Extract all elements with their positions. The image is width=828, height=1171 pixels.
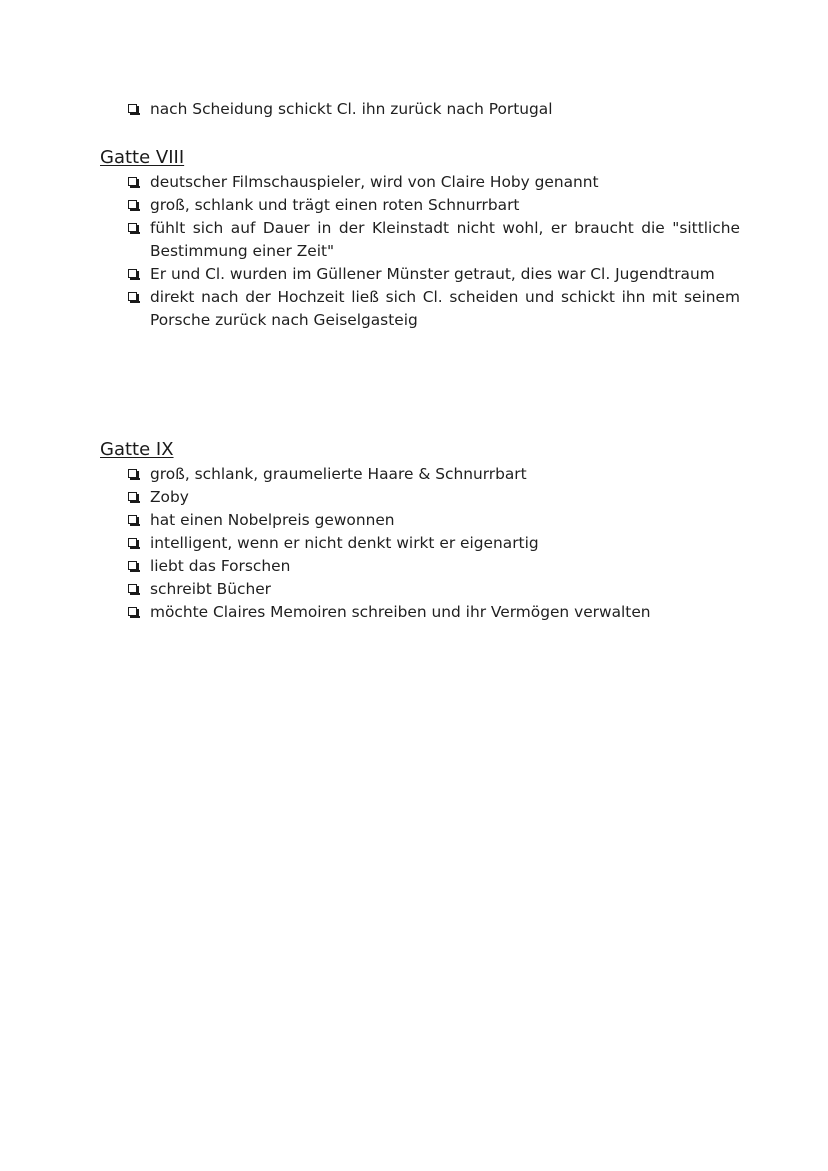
checklist-item xyxy=(128,171,740,194)
checkbox-bullet-icon xyxy=(128,515,137,524)
checklist-item-text: möchte Claires Memoiren schreiben und ihr Vermögen verwalten xyxy=(150,603,651,621)
checklist-item xyxy=(128,555,740,578)
checklist-item xyxy=(128,98,740,121)
checklist-item xyxy=(128,263,740,286)
checkbox-bullet-icon xyxy=(128,104,137,113)
checklist-item-text: Zoby xyxy=(150,488,189,506)
checklist-item xyxy=(128,194,740,217)
checklist-item-text: nach Scheidung schickt Cl. ihn zurück nach Portugal xyxy=(150,100,553,118)
checklist-item xyxy=(128,509,740,532)
checklist-item-text: fühlt sich auf Dauer in der Kleinstadt nicht wohl, er braucht die "sittliche Bestimmung einer Zeit" xyxy=(150,219,740,260)
checkbox-bullet-icon xyxy=(128,223,137,232)
section-heading: Gatte IX xyxy=(100,439,174,460)
checklist-item-text: intelligent, wenn er nicht denkt wirkt er eigenartig xyxy=(150,534,539,552)
checkbox-bullet-icon xyxy=(128,269,137,278)
checklist-item xyxy=(128,463,740,486)
checklist-item xyxy=(128,532,740,555)
checklist-item-text: Er und Cl. wurden im Güllener Münster getraut, dies war Cl. Jugendtraum xyxy=(150,265,715,283)
section-heading: Gatte VIII xyxy=(100,147,185,168)
checklist-item-text: deutscher Filmschauspieler, wird von Claire Hoby genannt xyxy=(150,173,599,191)
checklist-item-text: liebt das Forschen xyxy=(150,557,291,575)
checklist-item-text: schreibt Bücher xyxy=(150,580,271,598)
gatte-viii-section xyxy=(100,147,740,332)
continued-checklist xyxy=(100,98,740,121)
checkbox-bullet-icon xyxy=(128,561,137,570)
checklist-item xyxy=(128,601,740,624)
gatte-viii-checklist xyxy=(100,171,740,332)
checkbox-bullet-icon xyxy=(128,469,137,478)
gatte-ix-section xyxy=(100,439,740,624)
checklist-item xyxy=(128,486,740,509)
checklist-item xyxy=(128,578,740,601)
checkbox-bullet-icon xyxy=(128,584,137,593)
gatte-ix-checklist xyxy=(100,463,740,624)
checklist-item-text: groß, schlank, graumelierte Haare & Schnurrbart xyxy=(150,465,527,483)
checklist-item-text: hat einen Nobelpreis gewonnen xyxy=(150,511,395,529)
checklist-item-text: direkt nach der Hochzeit ließ sich Cl. scheiden und schickt ihn mit seinem Porsche zurück nach Geiselgasteig xyxy=(150,288,740,329)
checklist-item xyxy=(128,286,740,332)
checkbox-bullet-icon xyxy=(128,492,137,501)
checkbox-bullet-icon xyxy=(128,607,137,616)
checkbox-bullet-icon xyxy=(128,538,137,547)
checkbox-bullet-icon xyxy=(128,177,137,186)
continued-section xyxy=(100,98,740,121)
checkbox-bullet-icon xyxy=(128,200,137,209)
checklist-item xyxy=(128,217,740,263)
checkbox-bullet-icon xyxy=(128,292,137,301)
checklist-item-text: groß, schlank und trägt einen roten Schnurrbart xyxy=(150,196,520,214)
